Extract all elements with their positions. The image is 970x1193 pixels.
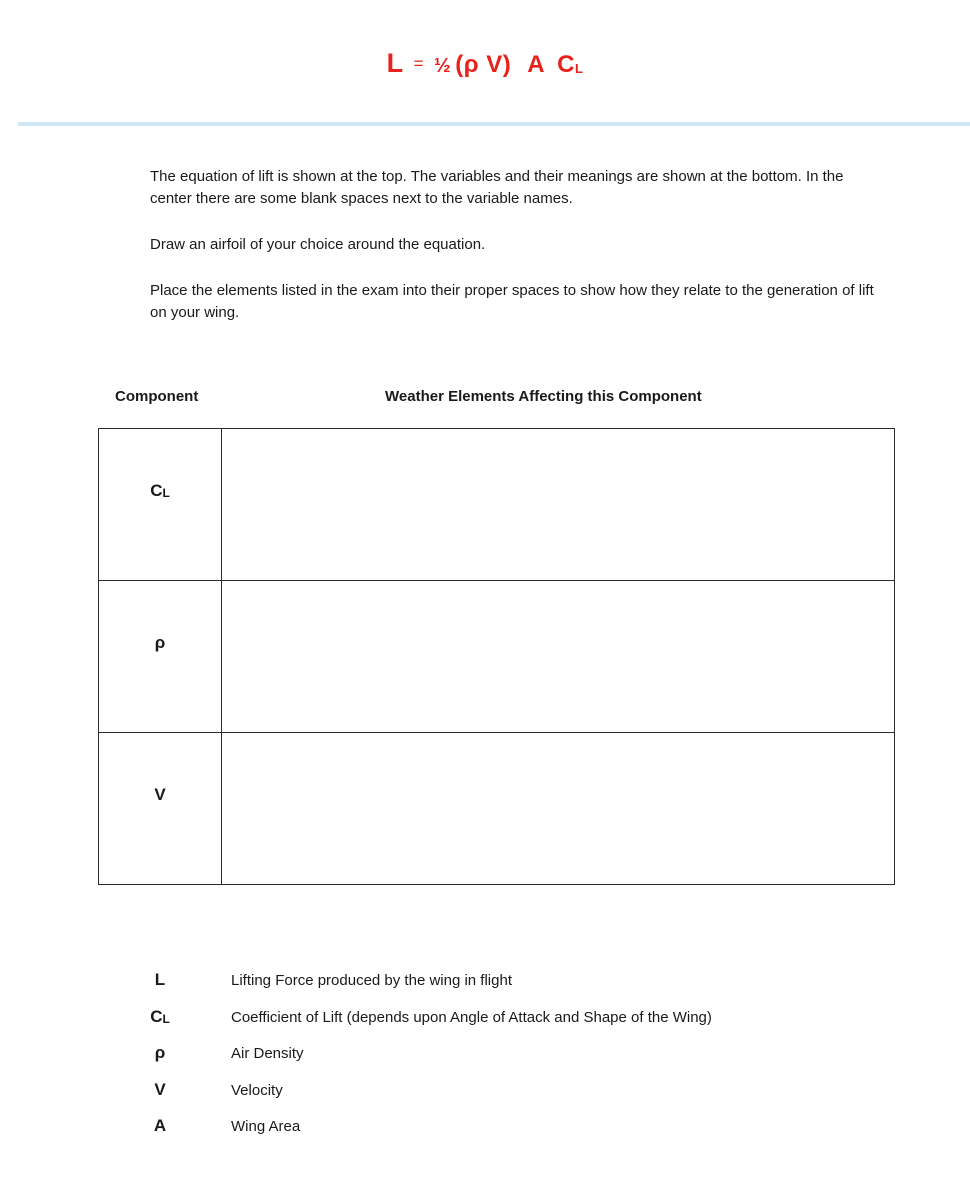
weather-elements-answer-cell[interactable] xyxy=(222,733,895,885)
component-symbol-letter: ρ xyxy=(154,633,166,652)
equation-density-velocity: (ρ V) xyxy=(455,51,512,78)
component-column-header: Component xyxy=(115,388,199,405)
legend-symbol xyxy=(140,1007,180,1027)
list-item xyxy=(140,970,840,1007)
component-cell xyxy=(99,429,222,581)
legend-description: Velocity xyxy=(231,1081,283,1099)
list-item xyxy=(140,1116,840,1153)
legend-symbol xyxy=(140,1116,180,1136)
list-item xyxy=(140,1007,840,1044)
equation-coefficient-letter: C xyxy=(557,51,575,78)
legend-symbol-letter: A xyxy=(153,1116,167,1135)
component-symbol xyxy=(155,633,166,653)
weather-elements-answer-cell[interactable] xyxy=(222,429,895,581)
legend-symbol-letter: L xyxy=(154,970,166,989)
legend-description: Lifting Force produced by the wing in flight xyxy=(231,972,512,989)
legend-symbol xyxy=(140,1080,180,1100)
legend-symbol-letter: V xyxy=(154,1079,166,1099)
component-table xyxy=(98,428,895,885)
component-symbol-letter: V xyxy=(154,785,166,804)
component-symbol-subscript: L xyxy=(162,486,170,500)
equation-area-symbol: A xyxy=(527,51,546,78)
table-row xyxy=(99,581,895,733)
weather-elements-answer-cell[interactable] xyxy=(222,581,895,733)
equation-lift-symbol: L xyxy=(386,48,404,78)
legend-symbol xyxy=(140,970,180,990)
table-row xyxy=(99,429,895,581)
legend-symbol-subscript: L xyxy=(162,1011,170,1026)
instructions xyxy=(150,166,880,348)
weather-column-header: Weather Elements Affecting this Component xyxy=(385,388,702,405)
list-item xyxy=(140,1043,840,1080)
lift-equation xyxy=(0,48,970,79)
component-symbol xyxy=(154,785,165,805)
legend-description: Wing Area xyxy=(231,1118,301,1135)
equation-coefficient-subscript: L xyxy=(574,61,584,76)
component-cell xyxy=(99,581,222,733)
legend-description: Air Density xyxy=(231,1045,304,1062)
legend-symbol xyxy=(140,1043,180,1063)
instruction-paragraph: Draw an airfoil of your choice around the equation. xyxy=(150,236,486,253)
legend-description: Coefficient of Lift (depends upon Angle of Attack and Shape of the Wing) xyxy=(231,1008,712,1026)
legend-symbol-letter: C xyxy=(150,1006,163,1026)
instruction-paragraph: Place the elements listed in the exam into their proper spaces to show how they relate to the generation of lift on your wing. xyxy=(150,282,874,321)
equation-half: ½ xyxy=(434,55,452,77)
legend-symbol-letter: ρ xyxy=(154,1043,166,1062)
list-item xyxy=(140,1080,840,1117)
header-divider xyxy=(18,122,970,126)
component-cell xyxy=(99,733,222,885)
equation-equals-sign: = xyxy=(413,54,425,73)
table-row xyxy=(99,733,895,885)
component-symbol-letter: C xyxy=(150,481,163,500)
variable-legend xyxy=(140,970,840,1153)
instruction-paragraph: The equation of lift is shown at the top. The variables and their meanings are shown at the bottom. In the center there are some blank spaces next to the variable names. xyxy=(150,168,844,207)
equation-lift-coefficient xyxy=(557,51,583,79)
component-symbol xyxy=(150,481,170,501)
